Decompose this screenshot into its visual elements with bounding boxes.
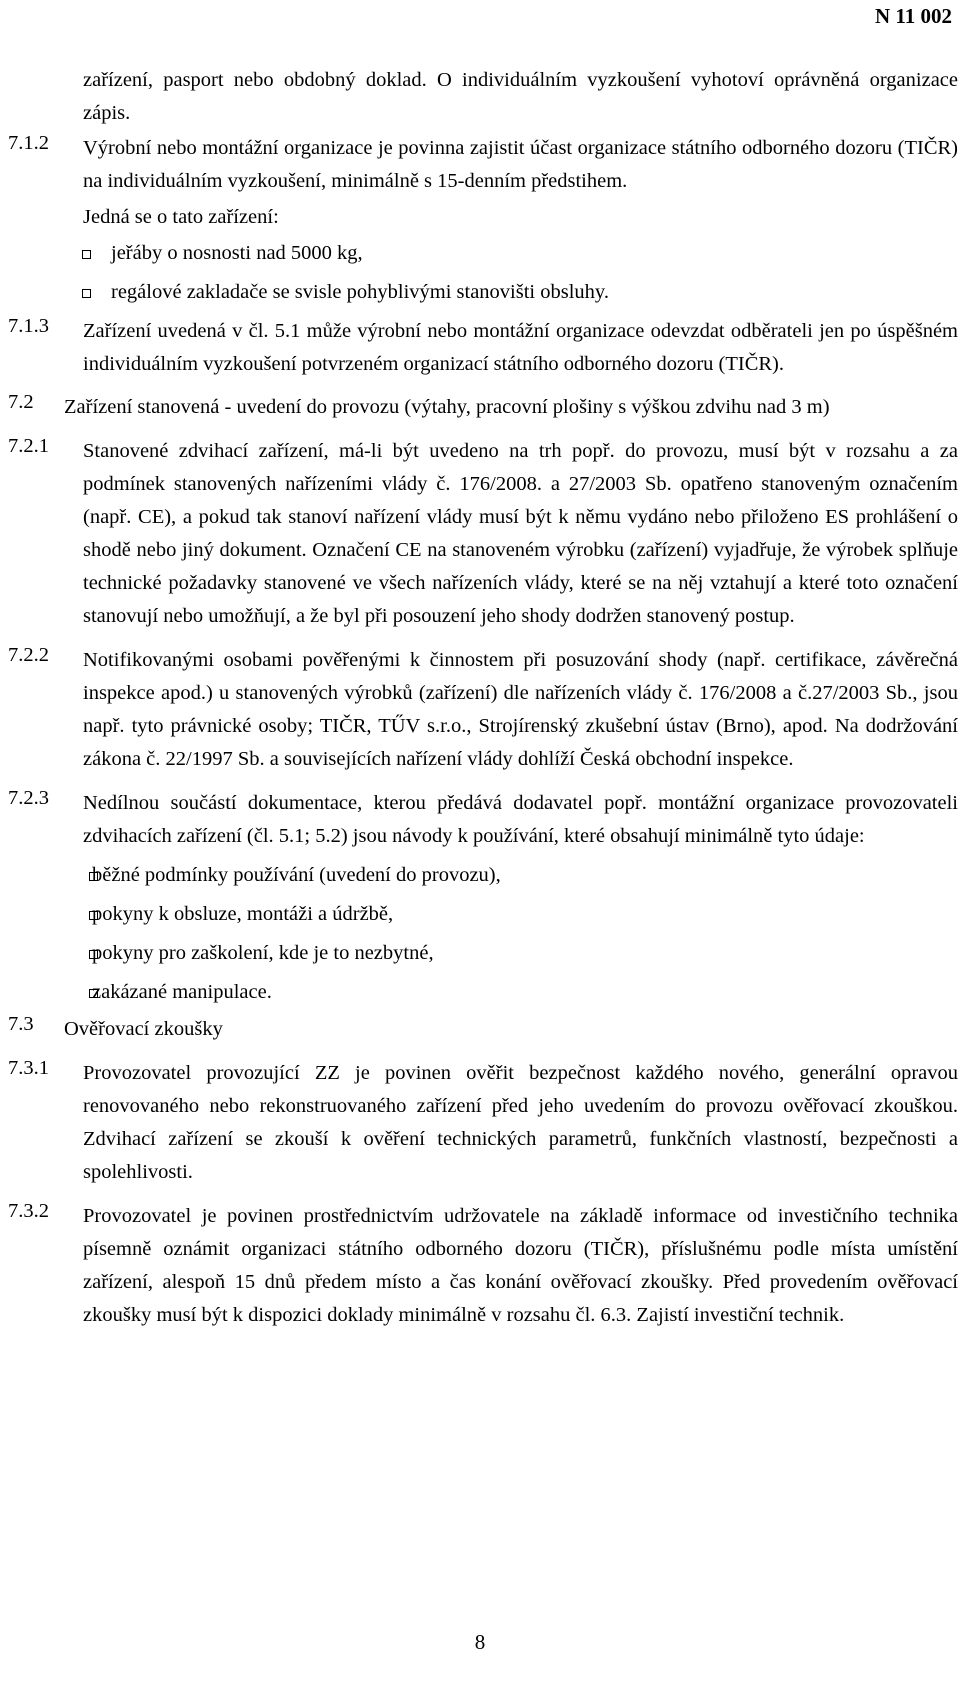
section-number: 7.1.3	[8, 315, 49, 337]
checkbox-bullet-icon	[89, 911, 98, 920]
section-7-2	[8, 391, 958, 424]
checkbox-bullet-icon	[82, 250, 91, 259]
paragraph-text: Výrobní nebo montážní organizace je povinna zajistit účast organizace státního odborného dozoru (TIČR) na individuálním vyzkoušení, minimálně s 15-denním předstihem.	[83, 137, 958, 192]
checkbox-bullet-icon	[89, 989, 98, 998]
list-item	[8, 237, 958, 270]
section-number: 7.2.3	[8, 787, 49, 809]
section-number: 7.2.2	[8, 644, 49, 666]
section-7-2-1	[8, 435, 958, 633]
list-item-text: jeřáby o nosnosti nad 5000 kg,	[111, 242, 363, 264]
section-7-3	[8, 1013, 958, 1046]
checkbox-bullet-icon	[89, 950, 98, 959]
section-7-1-2	[8, 132, 958, 198]
section-7-3-1	[8, 1057, 958, 1189]
paragraph-text: Stanovené zdvihací zařízení, má-li být uvedeno na trh popř. do provozu, musí být v rozsahu a za podmínek stanovených nařízeními vlády č. 176/2008. a 27/2003 Sb. opatřeno stanoveným označením (např. CE), a pokud tak stanoví nařízení vlády musí být k němu vydáno nebo přiloženo ES prohlášení o shodě nebo jiný dokument. Označení CE na stanoveném výrobku (zařízení) vyjadřuje, že výrobek splňuje technické požadavky stanovené ve všech nařízeních vlády, které se na něj vztahují a které toto označení stanovují nebo umožňují, a že byl při posouzení jeho shody dodržen stanovený postup.	[83, 440, 958, 627]
checkbox-bullet-icon	[89, 872, 98, 881]
section-number: 7.3.1	[8, 1057, 49, 1079]
continuation-paragraph	[8, 64, 958, 130]
paragraph-text: zařízení, pasport nebo obdobný doklad. O individuálním vyzkoušení vyhotoví oprávněná organizace zápis.	[83, 69, 958, 124]
section-number: 7.3.2	[8, 1200, 49, 1222]
list-item	[8, 976, 958, 1009]
list-item	[8, 859, 958, 892]
list-item-text: běžné podmínky používání (uvedení do provozu),	[92, 864, 501, 886]
list-item	[8, 937, 958, 970]
document-number: N 11 002	[874, 4, 952, 28]
section-7-3-2	[8, 1200, 958, 1332]
paragraph-text: Nedílnou součástí dokumentace, kterou předává dodavatel popř. montážní organizace provozovateli zdvihacích zařízení (čl. 5.1; 5.2) jsou návody k používání, které obsahují minimálně tyto údaje:	[83, 792, 958, 847]
document-body	[8, 64, 958, 1332]
list-item	[8, 276, 958, 309]
section-7-1-3	[8, 315, 958, 381]
paragraph-text: Provozovatel provozující ZZ je povinen ověřit bezpečnost každého nového, generální opravou renovovaného nebo rekonstruovaného zařízení před jeho uvedením do provozu ověřovací zkouškou. Zdvihací zařízení se zkouší k ověření technických parametrů, funkčních vlastností, bezpečnosti a spolehlivosti.	[83, 1062, 958, 1183]
section-heading: Zařízení stanovená - uvedení do provozu (výtahy, pracovní plošiny s výškou zdvihu nad 3 m)	[64, 396, 830, 418]
list-intro-text: Jedná se o tato zařízení:	[83, 206, 279, 228]
list-item-text: pokyny k obsluze, montáži a údržbě,	[92, 903, 394, 925]
paragraph-text: Provozovatel je povinen prostřednictvím udržovatele na základě informace od investičního technika písemně oznámit organizaci státního odborného dozoru (TIČR), příslušnému podle místa umístění zařízení, alespoň 15 dnů předem místo a čas konání ověřovací zkoušky. Před provedením ověřovací zkoušky musí být k dispozici doklady minimálně v rozsahu čl. 6.3. Zajistí investiční technik.	[83, 1205, 958, 1326]
section-number: 7.3	[8, 1013, 34, 1035]
list-item-text: regálové zakladače se svisle pohyblivými stanovišti obsluhy.	[111, 281, 609, 303]
section-number: 7.2	[8, 391, 34, 413]
checkbox-bullet-icon	[82, 289, 91, 298]
section-7-2-3	[8, 787, 958, 853]
paragraph-text: Zařízení uvedená v čl. 5.1 může výrobní nebo montážní organizace odevzdat odběrateli jen po úspěšném individuálním vyzkoušení potvrzeném organizací státního odborného dozoru (TIČR).	[83, 320, 958, 375]
section-number: 7.1.2	[8, 132, 49, 154]
paragraph-text: Notifikovanými osobami pověřenými k činnostem při posuzování shody (např. certifikace, závěrečná inspekce apod.) u stanovených výrobků (zařízení) dle nařízeních vlády č. 176/2008 a č.27/2003 Sb., jsou např. tyto právnické osoby; TIČR, TŰV s.r.o., Strojírenský zkušební ústav (Brno), apod. Na dodržování zákona č. 22/1997 Sb. a souvisejících nařízení vlády dohlíží Česká obchodní inspekce.	[83, 649, 958, 770]
section-heading: Ověřovací zkoušky	[64, 1018, 223, 1040]
list-item	[8, 898, 958, 931]
list-intro	[8, 201, 958, 234]
list-item-text: pokyny pro zaškolení, kde je to nezbytné,	[92, 942, 434, 964]
page-number: 8	[474, 1630, 486, 1654]
section-number: 7.2.1	[8, 435, 49, 457]
section-7-2-2	[8, 644, 958, 776]
list-item-text: zakázané manipulace.	[92, 981, 272, 1003]
